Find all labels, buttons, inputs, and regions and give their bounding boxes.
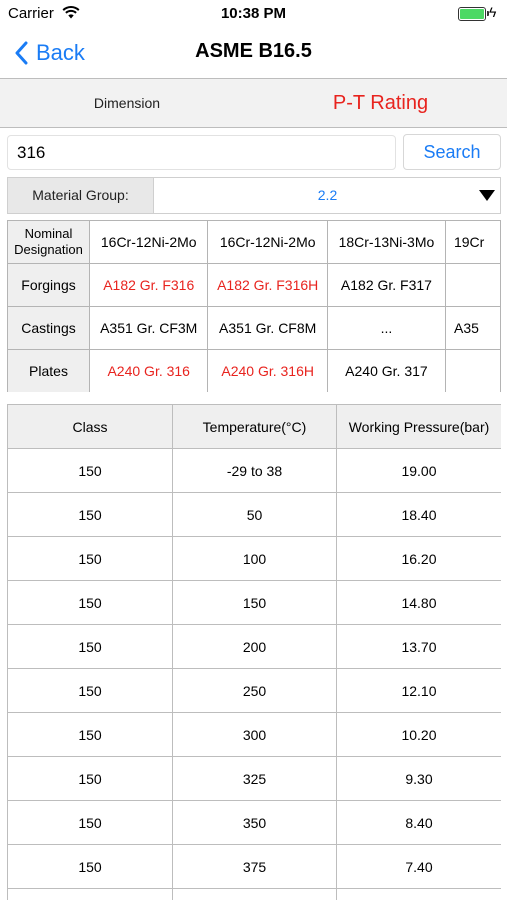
pressure-cell: 12.10 bbox=[337, 669, 502, 713]
pressure-cell: 10.20 bbox=[337, 713, 502, 757]
class-column-header: Class bbox=[8, 405, 173, 449]
forgings-cell: A182 Gr. F317 bbox=[327, 264, 445, 307]
pressure-cell: 9.30 bbox=[337, 757, 502, 801]
castings-row bbox=[8, 307, 501, 350]
class-cell: 150 bbox=[8, 845, 173, 889]
pressure-cell: 8.40 bbox=[337, 801, 502, 845]
designation-cell: 16Cr-12Ni-2Mo bbox=[90, 221, 208, 264]
castings-cell: ... bbox=[327, 307, 445, 350]
search-button[interactable]: Search bbox=[403, 134, 501, 170]
battery-icon bbox=[458, 7, 486, 21]
pressure-column-header: Working Pressure(bar) bbox=[337, 405, 502, 449]
forgings-cell: A182 Gr. F316H bbox=[208, 264, 327, 307]
table-row bbox=[8, 845, 502, 889]
rating-table[interactable] bbox=[7, 404, 501, 900]
carrier-label: Carrier bbox=[8, 5, 54, 22]
pressure-cell: 19.00 bbox=[337, 449, 502, 493]
temperature-cell: -29 to 38 bbox=[173, 449, 337, 493]
plates-cell: A240 Gr. 316 bbox=[90, 350, 208, 393]
table-row bbox=[8, 669, 502, 713]
class-cell: 150 bbox=[8, 757, 173, 801]
pressure-cell: 13.70 bbox=[337, 625, 502, 669]
temperature-cell: 150 bbox=[173, 581, 337, 625]
plates-cell: A240 Gr. 317 bbox=[327, 350, 445, 393]
material-group-label: Material Group: bbox=[7, 177, 154, 214]
class-cell: 150 bbox=[8, 449, 173, 493]
materials-grid[interactable] bbox=[7, 220, 501, 392]
designation-cell: 18Cr-13Ni-3Mo bbox=[327, 221, 445, 264]
table-row bbox=[8, 537, 502, 581]
class-cell: 150 bbox=[8, 581, 173, 625]
designation-cell: 16Cr-12Ni-2Mo bbox=[208, 221, 327, 264]
temperature-cell: 200 bbox=[173, 625, 337, 669]
class-cell bbox=[8, 889, 173, 900]
class-cell: 150 bbox=[8, 625, 173, 669]
class-cell: 150 bbox=[8, 801, 173, 845]
table-row bbox=[8, 713, 502, 757]
segment-control bbox=[0, 78, 507, 128]
forgings-header: Forgings bbox=[8, 264, 90, 307]
pressure-cell: 14.80 bbox=[337, 581, 502, 625]
temperature-cell bbox=[173, 889, 337, 900]
pressure-cell bbox=[337, 889, 502, 900]
plates-row bbox=[8, 350, 501, 393]
temperature-cell: 100 bbox=[173, 537, 337, 581]
search-input[interactable] bbox=[7, 135, 396, 170]
tab-pt-rating[interactable]: P-T Rating bbox=[332, 92, 429, 114]
forgings-row bbox=[8, 264, 501, 307]
class-cell: 150 bbox=[8, 713, 173, 757]
castings-cell: A351 Gr. CF8M bbox=[208, 307, 327, 350]
charging-icon: ϟ bbox=[489, 4, 497, 20]
temperature-cell: 325 bbox=[173, 757, 337, 801]
castings-cell: A35 bbox=[445, 307, 500, 350]
pressure-cell: 7.40 bbox=[337, 845, 502, 889]
clock: 10:38 PM bbox=[220, 5, 287, 22]
page-title: ASME B16.5 bbox=[195, 40, 312, 62]
dropdown-arrow-icon bbox=[479, 190, 495, 201]
class-cell: 150 bbox=[8, 537, 173, 581]
designation-cell: 19Cr bbox=[445, 221, 500, 264]
class-cell: 150 bbox=[8, 493, 173, 537]
temperature-cell: 300 bbox=[173, 713, 337, 757]
back-label: Back bbox=[36, 40, 85, 65]
material-group-value: 2.2 bbox=[317, 187, 338, 203]
table-row bbox=[8, 493, 502, 537]
class-cell: 150 bbox=[8, 669, 173, 713]
rating-header-row bbox=[8, 405, 502, 449]
table-row bbox=[8, 801, 502, 845]
plates-cell bbox=[445, 350, 500, 393]
plates-header: Plates bbox=[8, 350, 90, 393]
designation-header: Nominal Designation bbox=[8, 221, 90, 264]
castings-header: Castings bbox=[8, 307, 90, 350]
navigation-bar bbox=[0, 28, 507, 78]
table-row bbox=[8, 757, 502, 801]
material-group-dropdown[interactable] bbox=[154, 177, 501, 214]
pressure-cell: 18.40 bbox=[337, 493, 502, 537]
table-row bbox=[8, 889, 502, 900]
tab-dimension[interactable]: Dimension bbox=[93, 95, 161, 111]
castings-cell: A351 Gr. CF3M bbox=[90, 307, 208, 350]
table-row bbox=[8, 625, 502, 669]
pressure-cell: 16.20 bbox=[337, 537, 502, 581]
table-row bbox=[8, 449, 502, 493]
designation-row bbox=[8, 221, 501, 264]
temperature-column-header: Temperature(°C) bbox=[173, 405, 337, 449]
temperature-cell: 350 bbox=[173, 801, 337, 845]
temperature-cell: 250 bbox=[173, 669, 337, 713]
plates-cell: A240 Gr. 316H bbox=[208, 350, 327, 393]
status-bar bbox=[0, 0, 507, 28]
temperature-cell: 375 bbox=[173, 845, 337, 889]
forgings-cell: A182 Gr. F316 bbox=[90, 264, 208, 307]
temperature-cell: 50 bbox=[173, 493, 337, 537]
table-row bbox=[8, 581, 502, 625]
forgings-cell bbox=[445, 264, 500, 307]
